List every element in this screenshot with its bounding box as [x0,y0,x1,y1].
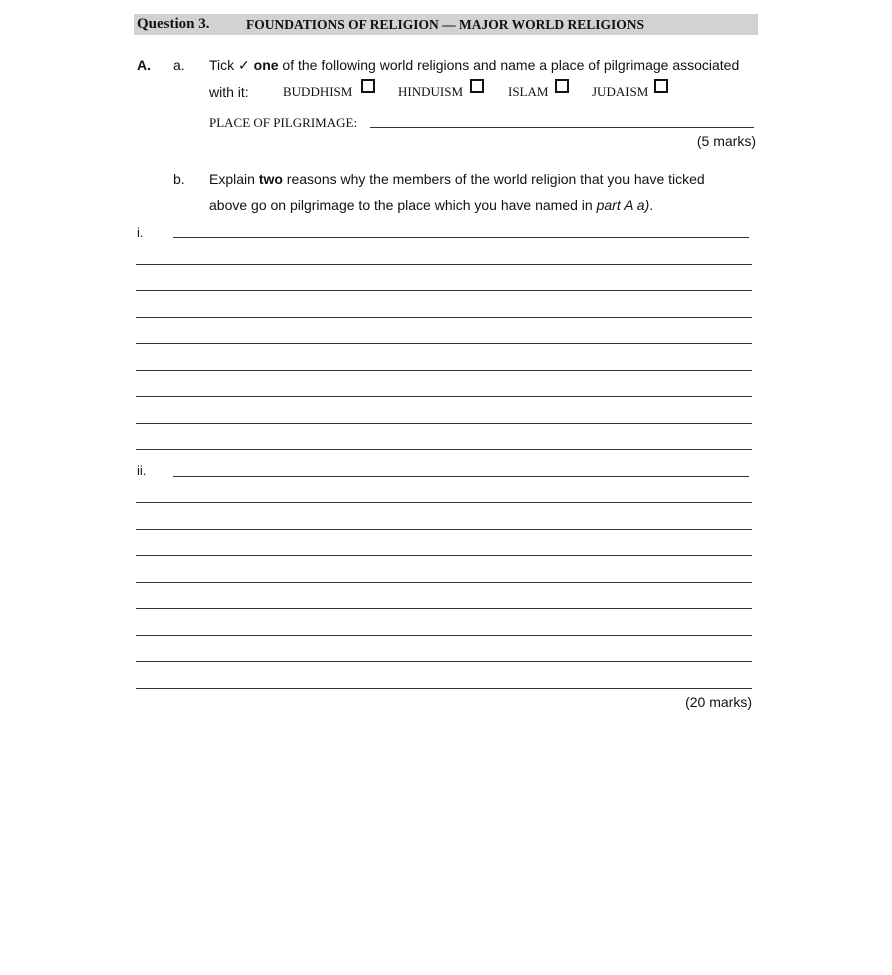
answer-ii-line[interactable] [136,529,752,530]
answer-ii-line[interactable] [173,476,749,477]
place-label: PLACE OF PILGRIMAGE: [209,115,358,130]
answer-ii-line[interactable] [136,608,752,609]
answer-i-line[interactable] [136,396,752,397]
answer-ii-line[interactable] [136,688,752,689]
line1-pre: Explain [209,171,259,187]
answer-i-line[interactable] [136,317,752,318]
buddhism-checkbox[interactable] [361,79,375,93]
line2-pre: above go on pilgrimage to the place which you have named in [209,197,597,213]
line2-post: . [649,197,654,213]
option-buddhism-label: BUDDHISM [283,84,353,99]
part-b-label: b. [173,171,185,187]
answer-i-line[interactable] [136,370,752,371]
islam-checkbox[interactable] [555,79,569,93]
answer-i-line[interactable] [136,264,752,265]
answer-i-line[interactable] [136,343,752,344]
answer-ii-line[interactable] [136,555,752,556]
answer-i-line[interactable] [173,237,749,238]
part-a-instruction [209,56,739,74]
answer-i-label: i. [137,225,144,240]
line1-bold: two [258,171,283,187]
question-header [134,14,758,35]
place-answer-line[interactable] [370,127,754,128]
answer-ii-line[interactable] [136,635,752,636]
part-a-marks: (5 marks) [696,133,756,149]
instruction-pre: Tick ✓ [209,57,254,73]
option-hinduism-label: HINDUISM [398,84,463,99]
answer-ii-line[interactable] [136,582,752,583]
option-islam-label: ISLAM [508,84,549,99]
answer-ii-line[interactable] [136,661,752,662]
line2-italic: part A a) [596,197,650,213]
question-title: FOUNDATIONS OF RELIGION — MAJOR WORLD RELIGIONS [246,17,645,32]
answer-ii-label: ii. [137,463,147,478]
question-number: Question 3. [137,16,210,32]
with-it-label: with it: [209,84,249,100]
answer-i-line[interactable] [136,423,752,424]
part-b-instruction-line1 [209,170,705,188]
option-judaism-label: JUDAISM [592,84,649,99]
hinduism-checkbox[interactable] [470,79,484,93]
judaism-checkbox[interactable] [654,79,668,93]
answer-i-line[interactable] [136,290,752,291]
part-b-marks: (20 marks) [685,694,752,710]
instruction-post: of the following world religions and name a place of pilgrimage associated [278,57,740,73]
line1-post: reasons why the members of the world religion that you have ticked [282,171,705,187]
part-b-instruction-line2 [209,196,653,214]
answer-ii-line[interactable] [136,502,752,503]
section-a-label: A. [137,57,151,73]
instruction-bold: one [253,57,279,73]
answer-i-line[interactable] [136,449,752,450]
part-a-label: a. [173,57,185,73]
